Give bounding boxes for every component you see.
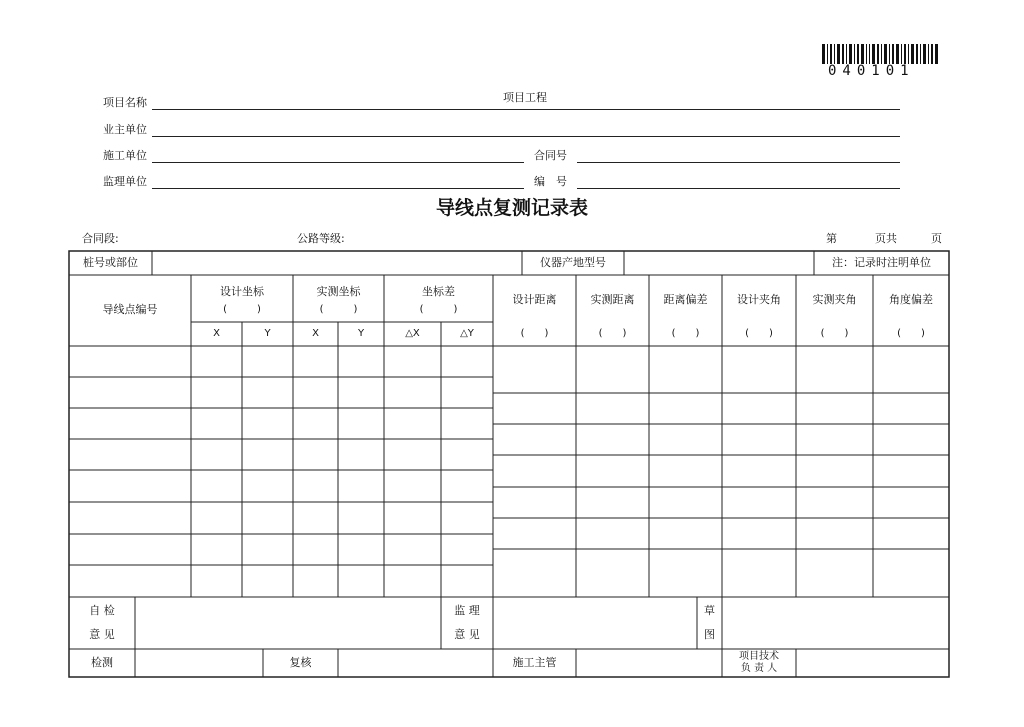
contract-no-label: 合同号	[534, 149, 567, 162]
contractor-label: 施工单位	[103, 149, 147, 162]
owner-label: 业主单位	[103, 123, 147, 136]
unit-note: 注：记录时注明单位	[832, 256, 931, 269]
delta-x-header: △X	[405, 328, 420, 339]
measured-angle-unit: ( )	[820, 328, 849, 339]
design-dist-header: 设计距离	[512, 293, 557, 306]
supervision-label-2: 意 见	[454, 628, 480, 641]
sketch-label-1: 草	[704, 604, 715, 617]
station-label: 桩号或部位	[83, 256, 138, 269]
measured-coord-unit: ( )	[319, 304, 358, 315]
project-name-value: 项目工程	[503, 91, 547, 104]
barcode-number: 040101	[828, 63, 915, 79]
measured-y-header: Y	[357, 328, 365, 339]
measured-angle-header: 实测夹角	[812, 293, 857, 306]
tech-lead-label-1: 项目技术	[739, 651, 779, 662]
point-no-header: 导线点编号	[102, 303, 158, 316]
measured-dist-unit: ( )	[598, 328, 627, 339]
instrument-label: 仪器产地型号	[540, 256, 606, 269]
site-manager-label: 施工主管	[512, 656, 557, 669]
road-grade-label: 公路等级:	[297, 232, 345, 245]
design-y-header: Y	[264, 328, 271, 339]
supervision-label-1: 监 理	[454, 604, 480, 617]
measured-coord-header: 实测坐标	[316, 285, 361, 298]
page-prefix: 第	[826, 232, 837, 245]
review-label: 复核	[289, 656, 312, 669]
contract-section-label: 合同段:	[82, 232, 119, 245]
design-coord-header: 设计坐标	[220, 285, 264, 298]
project-name-label: 项目名称	[103, 96, 147, 109]
delta-y-header: △Y	[460, 328, 474, 339]
test-label: 检测	[91, 656, 113, 669]
dist-dev-unit: ( )	[671, 328, 700, 339]
measured-dist-header: 实测距离	[590, 293, 635, 306]
design-angle-header: 设计夹角	[737, 293, 781, 306]
tech-lead-label-2: 负 责 人	[740, 663, 778, 674]
supervisor-label: 监理单位	[103, 175, 147, 188]
sketch-label-2: 图	[704, 628, 715, 641]
form-title: 导线点复测记录表	[435, 197, 588, 219]
page-suffix: 页	[931, 232, 942, 245]
page-middle: 页共	[875, 232, 897, 245]
coord-diff-header: 坐标差	[422, 285, 455, 298]
design-coord-unit: ( )	[223, 304, 261, 315]
design-x-header: X	[213, 328, 220, 339]
measured-x-header: X	[312, 328, 319, 339]
angle-dev-header: 角度偏差	[889, 293, 933, 306]
dist-dev-header: 距离偏差	[663, 293, 708, 306]
self-check-label-1: 自 检	[89, 604, 115, 617]
design-angle-unit: ( )	[745, 328, 773, 339]
angle-dev-unit: ( )	[897, 328, 925, 339]
design-dist-unit: ( )	[520, 328, 549, 339]
coord-diff-unit: ( )	[419, 304, 458, 315]
number-label: 编 号	[534, 175, 567, 188]
self-check-label-2: 意 见	[89, 628, 115, 641]
